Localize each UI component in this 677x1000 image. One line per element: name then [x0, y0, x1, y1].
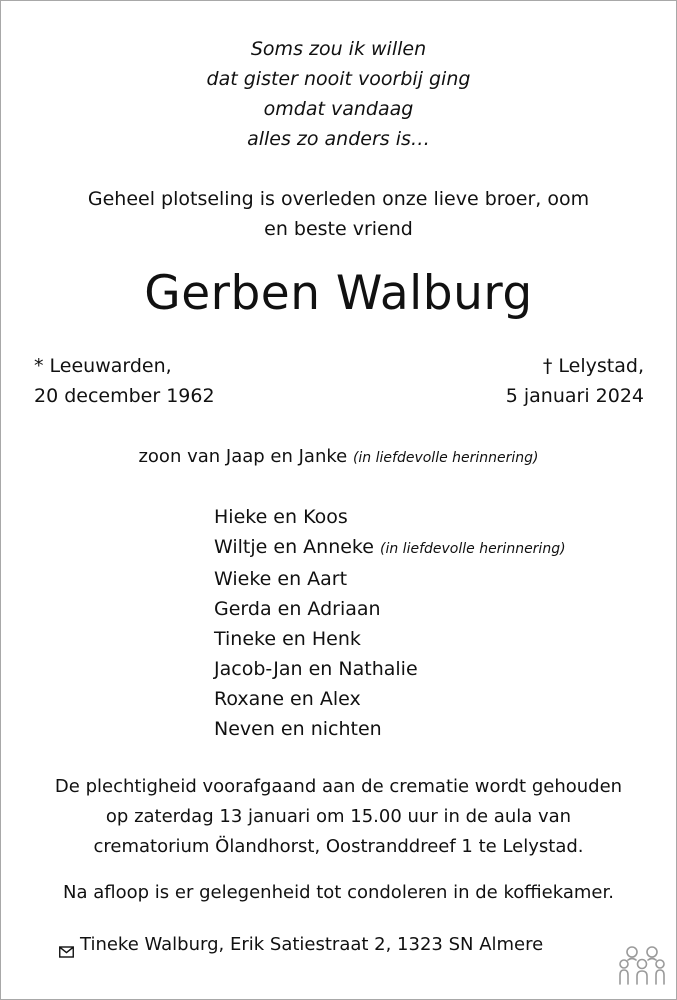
ceremony-line: crematorium Ölandhorst, Oostranddreef 1 te Lelystad.: [93, 836, 584, 857]
family-member-note: (in liefdevolle herinnering): [380, 541, 566, 557]
poem-line: Soms zou ik willen: [250, 38, 427, 60]
announcement-intro: [1, 184, 676, 244]
family-member: [214, 594, 566, 624]
poem: [1, 34, 676, 154]
ceremony-line: op zaterdag 13 januari om 15.00 uur in de aula van: [105, 806, 572, 827]
family-member: [214, 532, 566, 564]
death-place: † Lelystad,: [542, 355, 644, 377]
death-date: 5 januari 2024: [505, 385, 644, 407]
family-member-name: Neven en nichten: [214, 718, 382, 740]
family-member-name: Hieke en Koos: [214, 506, 348, 528]
deceased-name: Gerben Walburg: [144, 266, 533, 321]
correspondence-address: [59, 930, 543, 960]
family-member-name: Roxane en Alex: [214, 688, 361, 710]
ceremony-line: De plechtigheid voorafgaand aan de crematie wordt gehouden: [54, 776, 623, 797]
family-member-name: Tineke en Henk: [214, 628, 361, 650]
family-list: [214, 502, 566, 744]
poem-line: omdat vandaag: [263, 98, 414, 120]
parents-note: (in liefdevolle herinnering): [352, 450, 539, 466]
family-member: [214, 714, 566, 744]
poem-line: dat gister nooit voorbij ging: [206, 68, 471, 90]
family-member-name: Wiltje en Anneke: [214, 536, 374, 558]
intro-line: en beste vriend: [264, 218, 413, 240]
condolence-note: Na afloop is er gelegenheid tot condoleren in de koffiekamer.: [63, 882, 614, 903]
people-group-icon: [618, 944, 666, 986]
family-member-name: Gerda en Adriaan: [214, 598, 381, 620]
poem-line: alles zo anders is…: [247, 128, 430, 150]
family-member: [214, 654, 566, 684]
death-info: [506, 351, 644, 411]
parents-line: [1, 442, 676, 473]
envelope-icon: [59, 938, 74, 950]
family-member: [214, 502, 566, 532]
family-member: [214, 684, 566, 714]
family-member-name: Jacob-Jan en Nathalie: [214, 658, 418, 680]
intro-line: Geheel plotseling is overleden onze lieve broer, oom: [87, 188, 590, 210]
family-member-name: Wieke en Aart: [214, 568, 348, 590]
birth-place: * Leeuwarden,: [34, 355, 172, 377]
parents-text: zoon van Jaap en Janke: [138, 446, 348, 467]
family-member: [214, 624, 566, 654]
birth-info: [34, 351, 215, 411]
ceremony-details: [1, 772, 676, 862]
address-text: Tineke Walburg, Erik Satiestraat 2, 1323 SN Almere: [80, 934, 544, 955]
birth-date: 20 december 1962: [34, 385, 215, 407]
family-member: [214, 564, 566, 594]
